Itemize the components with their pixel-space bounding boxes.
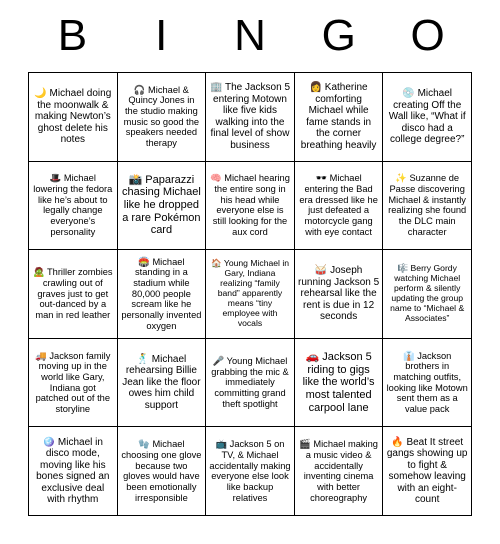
bingo-cell-r5c4[interactable]: 🎬 Michael making a music video & accidentally inventing cinema with better choreography bbox=[295, 427, 384, 516]
bingo-cell-r4c4[interactable]: 🚗 Jackson 5 riding to gigs like the world’s most talented carpool lane bbox=[295, 339, 384, 428]
bingo-cell-r1c5[interactable]: 💿 Michael creating Off the Wall like, “What if disco had a college degree?” bbox=[383, 73, 472, 162]
bingo-cell-r3c5[interactable]: 🎼 Berry Gordy watching Michael perform & silently updating the group name to “Michael & Associates” bbox=[383, 250, 472, 339]
bingo-cell-r5c1[interactable]: 🪩 Michael in disco mode, moving like his bones signed an exclusive deal with rhythm bbox=[29, 427, 118, 516]
bingo-cell-r2c2[interactable]: 📸 Paparazzi chasing Michael like he dropped a rare Pokémon card bbox=[118, 162, 207, 251]
bingo-cell-r1c2[interactable]: 🎧 Michael & Quincy Jones in the studio making music so good the speakers needed therapy bbox=[118, 73, 207, 162]
header-letter-n: N bbox=[234, 11, 266, 60]
bingo-cell-r3c2[interactable]: 🏟️ Michael standing in a stadium while 80,000 people scream like he personally invented oxygen bbox=[118, 250, 207, 339]
bingo-cell-r1c4[interactable]: 👩 Katherine comforting Michael while fame stands in the corner breathing heavily bbox=[295, 73, 384, 162]
bingo-cell-r2c5[interactable]: ✨ Suzanne de Passe discovering Michael & instantly realizing she found the DLC main character bbox=[383, 162, 472, 251]
header-letter-g: G bbox=[321, 11, 356, 60]
header-letter-i: I bbox=[155, 11, 168, 60]
bingo-cell-r5c5[interactable]: 🔥 Beat It street gangs showing up to fight & somehow leaving with an eight-count bbox=[383, 427, 472, 516]
bingo-cell-r2c1[interactable]: 🎩 Michael lowering the fedora like he’s about to legally change everyone’s personality bbox=[29, 162, 118, 251]
header-letter-b: B bbox=[57, 11, 88, 60]
bingo-card bbox=[28, 72, 472, 516]
bingo-cell-r4c3[interactable]: 🎤 Young Michael grabbing the mic & immediately committing grand theft spotlight bbox=[206, 339, 295, 428]
bingo-cell-r4c5[interactable]: 👔 Jackson brothers in matching outfits, looking like Motown sent them as a value pack bbox=[383, 339, 472, 428]
bingo-cell-r4c2[interactable]: 🕺 Michael rehearsing Billie Jean like the floor owes him child support bbox=[118, 339, 207, 428]
bingo-cell-r2c4[interactable]: 🕶️ Michael entering the Bad era dressed like he just defeated a motorcycle gang with eye contact bbox=[295, 162, 384, 251]
bingo-cell-r5c3[interactable]: 📺 Jackson 5 on TV, & Michael accidentally making everyone else look like backup relatives bbox=[206, 427, 295, 516]
bingo-cell-r4c1[interactable]: 🚚 Jackson family moving up in the world like Gary, Indiana got patched out of the storyline bbox=[29, 339, 118, 428]
bingo-cell-r3c1[interactable]: 🧟 Thriller zombies crawling out of graves just to get out-danced by a man in red leather bbox=[29, 250, 118, 339]
bingo-cell-r3c3[interactable]: 🏠 Young Michael in Gary, Indiana realizing “family band” apparently means “tiny employee with vocals bbox=[206, 250, 295, 339]
bingo-cell-r2c3[interactable]: 🧠 Michael hearing the entire song in his head while everyone else is still looking for the aux cord bbox=[206, 162, 295, 251]
header-letter-o: O bbox=[410, 11, 445, 60]
bingo-header bbox=[28, 0, 472, 72]
bingo-cell-r1c1[interactable]: 🌙 Michael doing the moonwalk & making Newton’s ghost delete his notes bbox=[29, 73, 118, 162]
bingo-cell-r5c2[interactable]: 🧤 Michael choosing one glove because two gloves would have been emotionally irresponsible bbox=[118, 427, 207, 516]
bingo-cell-r1c3[interactable]: 🏢 The Jackson 5 entering Motown like five kids walking into the final level of show business bbox=[206, 73, 295, 162]
bingo-cell-r3c4[interactable]: 🥁 Joseph running Jackson 5 rehearsal like the rent is due in 12 seconds bbox=[295, 250, 384, 339]
